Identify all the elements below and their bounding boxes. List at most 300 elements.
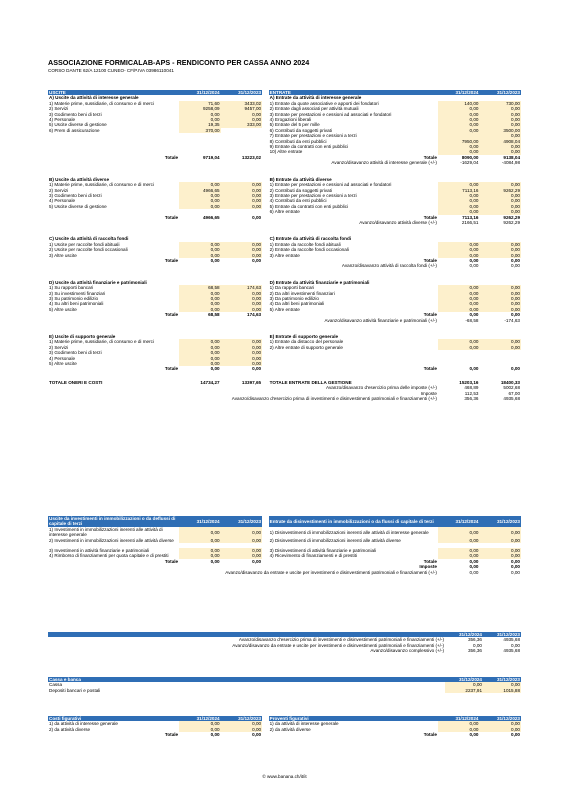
section-title-right: A) Entrate da attività di interesse generale <box>269 95 362 101</box>
value-2023: 0,00 <box>221 204 263 209</box>
value-2023: 0,00 <box>479 291 521 296</box>
spacer <box>48 372 521 380</box>
value-2023: 0,00 <box>221 548 263 553</box>
row-label-left: 1) Materie prime, sussidiarie, di consumo e di merci <box>49 339 154 345</box>
total-label-right: Totale <box>423 257 437 263</box>
summary-table <box>48 632 521 654</box>
entrate-header: ENTRATE <box>269 90 438 95</box>
row-label-left: 4) Su altri beni patrimoniali <box>49 301 104 307</box>
row-label-right: 1) Entrate da distacco del personale <box>269 339 344 345</box>
row-label-left: 1) da attività di interesse generale <box>49 721 118 727</box>
total-2024: 7113,16 <box>462 214 479 220</box>
value-2024: 0,00 <box>438 128 480 133</box>
total-2023: 0,00 <box>252 366 262 372</box>
value-2023: 0,00 <box>221 301 263 306</box>
value-2024: 0,00 <box>179 198 221 203</box>
total-2023: 0,00 <box>511 366 520 372</box>
avanzo-2023: -4084,98 <box>501 160 520 166</box>
col-2023-header: 31/12/2023 <box>483 632 521 637</box>
value-2024: 468,89 <box>464 385 479 391</box>
value-2024: 0,00 <box>473 642 482 648</box>
row-label-right: 3) Altre entrate <box>269 252 300 258</box>
value-2023: 0,00 <box>479 527 521 538</box>
section-title-right: D) Entrate da attività finanziarie e patrimoniali <box>269 279 370 285</box>
value-2024: 0,00 <box>438 727 480 732</box>
value-2023: 0,00 <box>479 296 521 301</box>
grand-right-label: TOTALE ENTRATE DELLA GESTIONE <box>269 379 352 385</box>
value-2024: 0,00 <box>438 149 480 154</box>
avanzo-2024: 0,00 <box>469 569 479 575</box>
value-2023: 0,00 <box>221 296 263 301</box>
value-2023: 0,00 <box>479 204 521 209</box>
value-2023: 67,00 <box>508 390 520 396</box>
row-label-right: 3) Entrate per prestazioni e cessioni a terzi <box>269 192 357 198</box>
invest-right-title: Entrate da disinvestimenti in immobilizzazioni o da flussi di capitale di terzi <box>269 516 438 527</box>
row-label-right: 1) Disinvestimenti di immobilizzazioni inerenti alle attività di interesse generale <box>269 529 429 535</box>
value-2024: 0,00 <box>179 182 221 187</box>
table-row <box>48 688 521 693</box>
col-2023-header: 31/12/2023 <box>479 90 521 95</box>
value-2023: 0,00 <box>221 307 263 312</box>
avanzo-2024: 2166,51 <box>461 219 479 225</box>
spacer <box>48 323 521 334</box>
imposte-2024: 0,00 <box>469 564 479 570</box>
row-label-left: 2) Uscite per raccolte fondi occasionali <box>49 247 128 253</box>
total-2023: 9262,29 <box>503 214 520 220</box>
value-2023: 3500,00 <box>479 128 521 133</box>
avanzo-label: Avanzo/disavanzo attività finanziarie e patrimoniali (+/-) <box>324 317 437 323</box>
value-2024: 0,00 <box>438 291 480 296</box>
value-2023: 0,00 <box>221 182 263 187</box>
summary-statement <box>48 632 521 654</box>
value-2023: 0,00 <box>479 285 521 290</box>
total-2023: 0,00 <box>511 312 520 318</box>
avanzo-2023: 0,00 <box>511 263 520 269</box>
col-2023-header: 31/12/2023 <box>221 716 263 721</box>
value-2024: 68,58 <box>179 285 221 290</box>
grand-left-2023: 13397,65 <box>241 379 262 385</box>
value-2024: 0,00 <box>445 682 483 687</box>
total-2024: 0,00 <box>469 732 479 738</box>
total-label-left: Totale <box>164 312 179 318</box>
value-2023: 0,00 <box>479 144 521 149</box>
row-label-left: 1) Uscite per raccolte fondi abituali <box>49 241 120 247</box>
value-2024: 0,00 <box>179 356 221 361</box>
value-2024: 0,00 <box>179 291 221 296</box>
cassa-statement <box>48 677 521 693</box>
total-label-left: Totale <box>164 366 179 372</box>
total-label-left: Totale <box>164 214 179 220</box>
total-2024: 9719,04 <box>202 154 220 160</box>
col-2024-header: 31/12/2024 <box>438 716 480 721</box>
value-2023: 333,00 <box>221 122 263 127</box>
value-2023: 0,00 <box>221 198 263 203</box>
cassa-label: Cassa <box>49 682 63 688</box>
row-label-right: 6) Altre entrate <box>269 209 300 215</box>
col-2024-header: 31/12/2024 <box>179 90 221 95</box>
value-2024: 0,00 <box>438 345 480 350</box>
imposte-label: Imposte <box>419 564 437 570</box>
value-2023: 4935,68 <box>503 648 520 654</box>
avanzo-row <box>48 570 521 575</box>
section-title-right: B) Entrate da attività diverse <box>269 176 332 182</box>
value-2023: 0,00 <box>221 242 263 247</box>
value-2023: 0,00 <box>479 242 521 247</box>
row-label-right: 6) Contributi da soggetti privati <box>269 127 332 133</box>
col-2023-header: 31/12/2023 <box>483 677 521 682</box>
spacer-row <box>48 323 521 334</box>
proventi-title: Proventi figurativi <box>269 716 438 721</box>
total-2023: 0,00 <box>511 558 520 564</box>
summary-row <box>48 648 521 653</box>
total-2023: 0,00 <box>252 732 262 738</box>
page-title: ASSOCIAZIONE FORMICALAB-APS - RENDICONTO PER CASSA ANNO 2024 <box>48 58 310 67</box>
value-2024: 0,00 <box>179 204 221 209</box>
avanzo-label: Avanzo/disavanzo attività di interesse generale (+/-) <box>331 160 437 166</box>
row-label-left: 5) Uscite diverse di gestione <box>49 122 107 128</box>
row-label-right: 1) Entrate da raccolte fondi abituali <box>269 241 341 247</box>
total-2024: 0,00 <box>210 366 220 372</box>
grand-left-label: TOTALE ONERI E COSTI <box>49 379 103 385</box>
summary-label: Avanzo/disavanzo complessivo (+/-) <box>370 648 444 654</box>
row-label-left: 6) Prem di assicurazione <box>49 127 100 133</box>
avanzo-2024: -68,58 <box>465 317 479 323</box>
value-2023: 0,00 <box>221 339 263 344</box>
summary-label: Avanzo/disavanzo d'esercizio prima di investimenti e disinvestimenti patrimoniali e finanziamenti (+/-) <box>238 637 444 643</box>
value-2023: 0,00 <box>221 361 263 366</box>
value-2024: 356,36 <box>467 648 482 654</box>
value-2024: 0,00 <box>179 296 221 301</box>
value-2024: 0,00 <box>179 538 221 543</box>
value-2023: 174,63 <box>221 285 263 290</box>
row-label-left: 1) Su rapporti bancari <box>49 285 94 291</box>
value-2024: 0,00 <box>438 339 480 344</box>
total-2024: 0,00 <box>210 257 220 263</box>
row-label-left: 1) Investimenti in immobilizzazioni inerenti alle attività di interesse generale <box>49 526 163 538</box>
col-2024-header: 31/12/2024 <box>445 632 483 637</box>
table-row <box>48 527 521 538</box>
value-2023: 0,00 <box>221 291 263 296</box>
value-2023: 4908,04 <box>479 139 521 144</box>
col-2023-header: 31/12/2023 <box>479 716 521 721</box>
value-2024: 0,00 <box>179 307 221 312</box>
value-2024: 0,00 <box>179 112 221 117</box>
grand-right-2024: 15203,16 <box>459 379 479 385</box>
row-label-right: 7) Entrate per prestazioni e cessioni a terzi <box>269 133 357 139</box>
value-2024: 0,00 <box>438 106 480 111</box>
value-2024: 4966,65 <box>179 188 221 193</box>
figurativi-table <box>48 716 521 738</box>
col-2023-header: 31/12/2023 <box>479 516 521 527</box>
avanzo-label: Avanzo/disavanzo attività diverse (+/-) <box>359 219 437 225</box>
row-label-right: 4) Ricevimento di finanziamenti e di prestiti <box>269 553 357 559</box>
total-2024: 8090,00 <box>461 154 479 160</box>
spacer <box>48 269 521 280</box>
value-2024: 0,00 <box>438 144 480 149</box>
grand-avanzo-label: Avanzo/disavanzo d'esercizio prima di investimenti e disinvestimenti patrimoniali e finanziamenti (+/-) <box>231 396 437 402</box>
row-label-left: 3) Su patrimonio edilizio <box>49 296 99 301</box>
costi-title: Costi figurativi <box>48 716 179 721</box>
value-2023: 0,00 <box>221 253 263 258</box>
row-label-right: 1) Entrate da quote associative e apporti dei fondatori <box>269 100 379 106</box>
row-label-left: 5) Uscite diverse di gestione <box>49 203 107 209</box>
value-2023: 0,00 <box>221 721 263 726</box>
value-2024: 0,00 <box>179 527 221 538</box>
total-label-left: Totale <box>164 558 179 564</box>
value-2023: 0,00 <box>479 538 521 543</box>
total-2024: 0,00 <box>469 558 479 564</box>
value-2024: 0,00 <box>438 247 480 252</box>
grand-avanzo-label: Imposte <box>420 390 437 396</box>
value-2023: 0,00 <box>221 345 263 350</box>
row-label-right: 2) Entrate da raccolte fondi occasionali <box>269 247 349 253</box>
value-2023: 4935,68 <box>503 396 520 402</box>
total-label-left: Totale <box>164 257 179 263</box>
value-2024: 0,00 <box>179 361 221 366</box>
value-2024: 0,00 <box>179 721 221 726</box>
total-label-right: Totale <box>423 366 437 372</box>
total-2023: 0,00 <box>511 732 520 738</box>
avanzo-2024: -1629,04 <box>460 160 479 166</box>
row-label-right: 4) Erogazioni liberali <box>269 117 312 123</box>
imposte-2023: 0,00 <box>511 564 520 570</box>
value-2024: 140,00 <box>438 101 480 106</box>
total-label-right: Totale <box>423 214 437 220</box>
value-2023: 9262,29 <box>479 188 521 193</box>
row-label-left: 2) Servizi <box>49 344 69 350</box>
total-2023: 0,00 <box>511 257 520 263</box>
value-2024: 0,00 <box>438 721 480 726</box>
row-label-left: 4) Personale <box>49 117 76 123</box>
row-label-right: 2) Da altri investimenti finanziari <box>269 290 335 296</box>
value-2023: 0,00 <box>479 193 521 198</box>
total-2023: 0,00 <box>252 257 262 263</box>
invest-left-title: Uscite da investimenti in immobilizzazioni o da deflussi di capitale di terzi <box>48 516 179 527</box>
row-label-left: 4) Rimborso di finanziamenti per quota capitale e di prestiti <box>49 553 169 559</box>
value-2024: 112,53 <box>464 390 479 396</box>
row-label-right: 1) da attività di interesse generale <box>269 721 339 727</box>
value-2023: 0,00 <box>221 527 263 538</box>
value-2024: 0,00 <box>179 350 221 355</box>
investments-table <box>48 516 521 575</box>
value-2023: 4935,68 <box>503 637 520 643</box>
avanzo-2024: 0,00 <box>469 263 479 269</box>
value-2024: 0,00 <box>438 307 480 312</box>
section-title-left: D) Uscite da attività finanziarie e patrimoniali <box>49 279 147 285</box>
row-label-right: 3) Entrate per prestazioni e cessioni ad associati e fondatori <box>269 111 392 117</box>
col-2023-header: 31/12/2023 <box>221 90 263 95</box>
value-2024: 0,00 <box>179 727 221 732</box>
value-2023: 0,00 <box>479 553 521 558</box>
row-label-right: 1) Da rapporti bancari <box>269 285 315 291</box>
main-table <box>48 90 521 402</box>
value-2023: 0,00 <box>479 307 521 312</box>
row-label-left: 2) Servizi <box>49 187 69 193</box>
avanzo-2023: 0,00 <box>511 569 520 575</box>
row-label-left: 2) Investimenti in immobilizzazioni inerenti alle attività diverse <box>49 537 174 543</box>
value-2023: 0,00 <box>479 122 521 127</box>
avanzo-2023: 9262,29 <box>503 219 520 225</box>
uscite-header: USCITE <box>48 90 179 95</box>
spacer-row <box>48 269 521 280</box>
row-label-right: 5) Entrate da contratti con enti pubblici <box>269 203 349 209</box>
row-label-right: 3) Da patrimonio edilizio <box>269 296 319 301</box>
value-2024: 0,00 <box>438 204 480 209</box>
row-label-left: 4) Personale <box>49 198 76 204</box>
row-label-left: 2) da attività diverse <box>49 726 91 732</box>
value-2024: 0,00 <box>438 285 480 290</box>
total-label-right: Totale <box>423 558 437 564</box>
grand-avanzo-label: Avanzo/disavanzo d'esercizio prima delle imposte (+/-) <box>325 385 437 391</box>
row-label-left: 3) Godimento beni di terzi <box>49 192 102 198</box>
value-2024: 0,00 <box>179 345 221 350</box>
value-2023: 0,00 <box>479 339 521 344</box>
figurativi-statement <box>48 716 521 738</box>
total-2024: 0,00 <box>469 366 479 372</box>
value-2024: 0,00 <box>438 198 480 203</box>
total-2023: 0,00 <box>252 214 262 220</box>
value-2024: 0,00 <box>179 242 221 247</box>
row-label-left: 3) Godimento beni di terzi <box>49 350 102 356</box>
row-label-right: 1) Entrate per prestazioni e cessioni ad associati e fondatori <box>269 182 392 188</box>
value-2023: 0,00 <box>221 193 263 198</box>
row-label-left: 1) Materie prime, sussidiarie, di consumo e di merci <box>49 100 154 106</box>
value-2024: 0,00 <box>438 242 480 247</box>
value-2024: 356,36 <box>464 396 479 402</box>
value-2023: 0,00 <box>479 345 521 350</box>
value-2023: 0,00 <box>479 301 521 306</box>
row-label-right: 9) Entrate da contratti con enti pubblici <box>269 144 349 150</box>
value-2023: 0,00 <box>479 247 521 252</box>
value-2024: 0,00 <box>179 301 221 306</box>
value-2023: 0,00 <box>479 149 521 154</box>
value-2023: 0,00 <box>479 112 521 117</box>
summary-label: Avanzo/disavanzo da entrate e uscite per investimenti e disinvestimenti patrimoniali e finanziamenti (+/-) <box>232 642 444 648</box>
main-statement <box>48 90 521 402</box>
value-2024: 0,00 <box>438 122 480 127</box>
total-label-right: Totale <box>423 154 437 160</box>
value-2023: 0,00 <box>479 727 521 732</box>
total-2024: 68,58 <box>208 312 220 318</box>
value-2024: 0,00 <box>438 538 480 543</box>
investments-statement <box>48 516 521 575</box>
page-header <box>48 58 521 74</box>
value-2023: 0,00 <box>221 553 263 558</box>
row-label-right: 2) Altre entrate di supporto generale <box>269 344 343 350</box>
col-2024-header: 31/12/2024 <box>438 516 480 527</box>
value-2023: 0,00 <box>221 538 263 543</box>
value-2023: 0,00 <box>221 117 263 122</box>
total-label-left: Totale <box>164 732 179 738</box>
value-2023: 0,00 <box>221 350 263 355</box>
row-label-left: 3) Godimento beni di terzi <box>49 111 102 117</box>
total-2024: 0,00 <box>469 312 479 318</box>
total-label-right: Totale <box>423 732 437 738</box>
value-2024: 0,00 <box>438 553 480 558</box>
section-title-left: E) Uscite di supporto generale <box>49 334 116 340</box>
value-2023: 0,00 <box>479 253 521 258</box>
row-label-right: 2) Disinvestimenti di immobilizzazioni inerenti alle attività diverse <box>269 537 401 543</box>
value-2023: 9457,00 <box>221 106 263 111</box>
col-2023-header: 31/12/2023 <box>221 516 263 527</box>
total-2024: 0,00 <box>469 257 479 263</box>
total-2023: 174,63 <box>247 312 262 318</box>
avanzo-label: Avanzo/disavanzo attività di raccolta fondi (+/-) <box>341 263 437 269</box>
value-2024: 0,00 <box>438 209 480 214</box>
value-2024: 0,00 <box>438 253 480 258</box>
value-2023: 5002,68 <box>503 385 520 391</box>
row-label-left: 5) Altre uscite <box>49 361 77 367</box>
value-2024: 0,00 <box>179 253 221 258</box>
col-2024-header: 31/12/2024 <box>438 90 480 95</box>
value-2024: 0,00 <box>438 193 480 198</box>
row-label-right: 2) Contributi da soggetti privati <box>269 187 332 193</box>
page-subtitle: CORSO DANTE 62/A 12100 CUNEO- CF/P.IVA 03986110041 <box>48 68 174 73</box>
col-2024-header: 31/12/2024 <box>445 677 483 682</box>
row-label-left: 3) Altre uscite <box>49 252 77 258</box>
value-2024: 0,00 <box>179 548 221 553</box>
section-title-left: A) Uscite da attività di interesse generale <box>49 95 139 101</box>
row-label-right: 3) Disinvestimenti di attività finanziarie e patrimoniali <box>269 548 377 554</box>
value-2024: 0,00 <box>438 117 480 122</box>
section-title-left: C) Uscite da attività di raccolta fondi <box>49 236 129 242</box>
value-2024: 0,00 <box>179 339 221 344</box>
value-2024: 0,00 <box>438 296 480 301</box>
row-label-right: 2) Entrate dagli associati per attività mutuali <box>269 106 359 112</box>
cassa-table <box>48 677 521 693</box>
value-2024: 0,00 <box>179 117 221 122</box>
value-2024: 0,00 <box>438 301 480 306</box>
value-2023: 0,00 <box>221 247 263 252</box>
row-label-right: 5) Entrate del 5 per mille <box>269 122 320 128</box>
total-2024: 0,00 <box>210 558 220 564</box>
row-label-left: 2) Servizi <box>49 106 69 112</box>
value-2024: 0,00 <box>179 553 221 558</box>
total-2024: 4966,65 <box>202 214 220 220</box>
row-label-right: 4) Da altri beni patrimoniali <box>269 301 325 307</box>
avanzo-label: Avanzo/disavanzo da entrate e uscite per investimenti e disinvestimenti patrimoniali e finanziamenti (+/-) <box>225 569 437 575</box>
value-2023: 1015,88 <box>483 688 521 693</box>
total-label-right: Totale <box>423 312 437 318</box>
value-2024: 9258,09 <box>179 106 221 111</box>
row-label-left: 4) Personale <box>49 355 76 361</box>
value-2023: 0,00 <box>479 721 521 726</box>
row-label-left: 2) Su investimenti finanziari <box>49 290 106 296</box>
value-2024: 0,00 <box>438 527 480 538</box>
cassa-title: Cassa e banca <box>48 677 445 682</box>
value-2023: 0,00 <box>221 112 263 117</box>
row-label-right: 2) da attività diverse <box>269 726 311 732</box>
grand-left-2024: 14734,27 <box>200 379 220 385</box>
header-row <box>48 516 521 527</box>
row-label-left: 1) Materie prime, sussidiarie, di consumo e di merci <box>49 182 154 188</box>
total-2023: 13223,02 <box>241 154 262 160</box>
section-title-left: B) Uscite da attività diverse <box>49 176 109 182</box>
section-title-right: C) Entrate da attività di raccolta fondi <box>269 236 352 242</box>
col-2024-header: 31/12/2024 <box>179 716 221 721</box>
cassa-label: Depositi bancari e postali <box>49 687 101 693</box>
spacer-row <box>48 166 521 177</box>
value-2024: 0,00 <box>438 548 480 553</box>
total-2023: 9138,04 <box>503 154 520 160</box>
value-2024: 7113,16 <box>438 188 480 193</box>
row-label-right: 4) Contributi da enti pubblici <box>269 198 327 204</box>
value-2023: 0,00 <box>479 117 521 122</box>
total-label-left: Totale <box>164 154 179 160</box>
value-2023: 0,00 <box>221 356 263 361</box>
value-2023: 0,00 <box>479 198 521 203</box>
value-2024: 370,00 <box>179 128 221 133</box>
